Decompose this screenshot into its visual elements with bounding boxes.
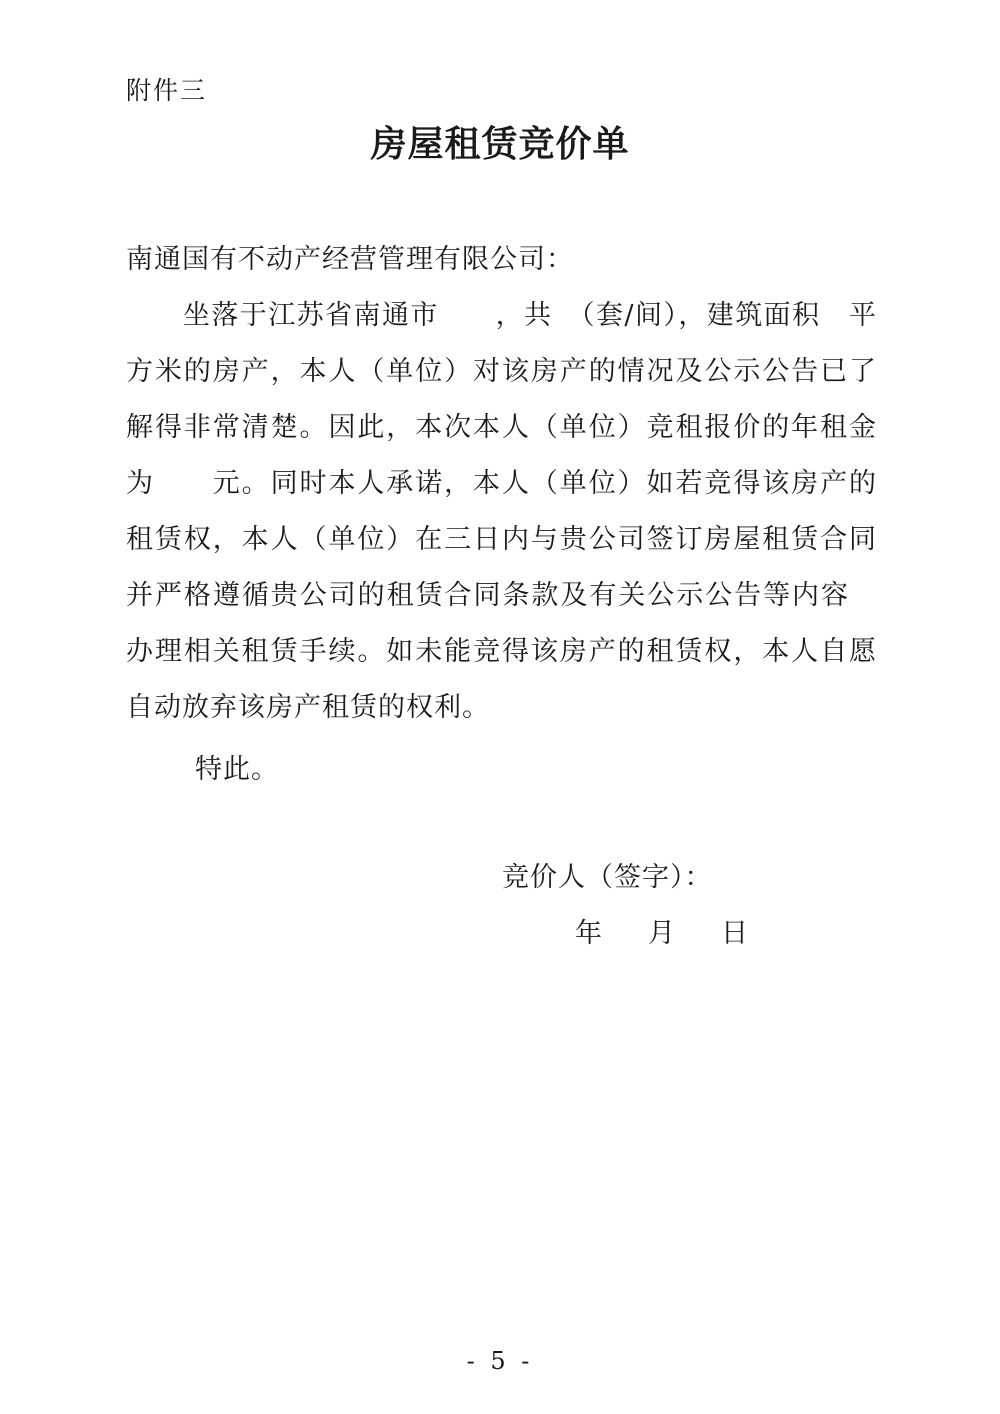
body-line: 坐落于江苏省南通市 ，共 （套/间），建筑面积 平: [126, 300, 876, 331]
signature-label: 竞价人（签字）：: [502, 862, 713, 893]
body-line: 解得非常清楚。因此，本次本人（单位）竞租报价的年租金: [126, 412, 876, 443]
page-number: - 5 -: [466, 1347, 534, 1375]
document-title: 房屋租赁竞价单: [370, 124, 630, 165]
date-day-label: 日: [721, 918, 748, 949]
salutation: 南通国有不动产经营管理有限公司：: [126, 244, 574, 275]
body-line: 为 元。同时本人承诺，本人（单位）如若竞得该房产的: [126, 468, 876, 499]
body-line: 并严格遵循贵公司的租赁合同条款及有关公示公告等内容: [126, 580, 848, 611]
date-year-label: 年: [575, 918, 602, 949]
body-line: 办理相关租赁手续。如未能竞得该房产的租赁权，本人自愿: [126, 636, 876, 667]
body-line: 方米的房产，本人（单位）对该房产的情况及公示公告已了: [126, 356, 876, 387]
body-line: 租赁权，本人（单位）在三日内与贵公司签订房屋租赁合同: [126, 524, 876, 555]
body-line: 自动放弃该房产租赁的权利。: [126, 692, 490, 723]
attachment-label: 附件三: [126, 76, 208, 105]
closing-text: 特此。: [195, 754, 279, 785]
date-month-label: 月: [648, 918, 675, 949]
